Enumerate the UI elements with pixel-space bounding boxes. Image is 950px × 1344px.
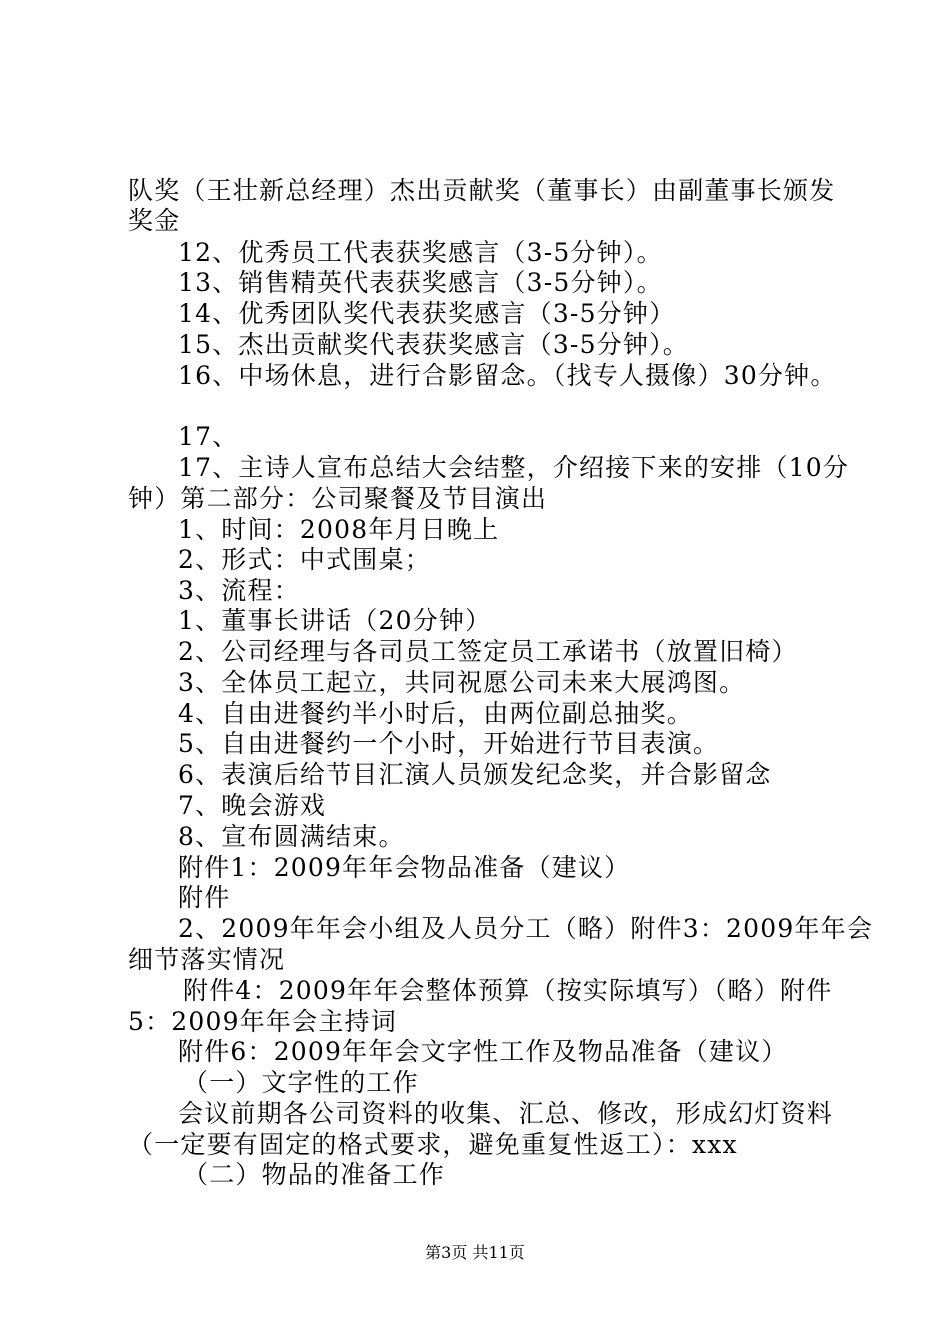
text-line: 5：2009年年会主持词 [128, 1007, 397, 1036]
text-line: 奖金 [128, 206, 181, 235]
text-line: 附件4：2009年年会整体预算（按实际填写）（略）附件 [183, 976, 833, 1005]
text-line: 13、销售精英代表获奖感言（3-5分钟）。 [178, 268, 663, 297]
text-line: 3、流程： [178, 576, 300, 605]
text-line: （一定要有固定的格式要求，避免重复性返工）：xxx [128, 1130, 738, 1159]
text-line: 3、全体员工起立，共同祝愿公司未来大展鸿图。 [178, 668, 746, 697]
text-line: 会议前期各公司资料的收集、汇总、修改，形成幻灯资料 [178, 1099, 834, 1128]
text-line: （一）文字性的工作 [183, 1068, 419, 1097]
text-line: 6、表演后给节目汇演人员颁发纪念奖，并合影留念 [178, 760, 772, 789]
text-line: 2、公司经理与各司员工签定员工承诺书（放置旧椅） [178, 637, 798, 666]
text-line: 7、晚会游戏 [178, 791, 327, 820]
text-line: 17、主诗人宣布总结大会结整，介绍接下来的安排（10分 [178, 453, 850, 482]
text-line: 队奖（王壮新总经理）杰出贡献奖（董事长）由副董事长颁发 [128, 176, 836, 205]
text-line: 5、自由进餐约一个小时，开始进行节目表演。 [178, 729, 720, 758]
text-line: 钟）第二部分：公司聚餐及节目演出 [128, 484, 548, 513]
text-line: 2、2009年年会小组及人员分工（略）附件3：2009年年会 [178, 914, 874, 943]
text-line: 16、中场休息，进行合影留念。（找专人摄像）30分钟。 [178, 361, 837, 390]
text-line: 8、宣布圆满结束。 [178, 822, 405, 851]
page-footer: 第3页 共11页 [425, 1243, 525, 1262]
text-line: 15、杰出贡献奖代表获奖感言（3-5分钟）。 [178, 330, 689, 359]
text-line: 12、优秀员工代表获奖感言（3-5分钟）。 [178, 238, 663, 267]
text-line: 附件 [178, 883, 231, 912]
text-line: 4、自由进餐约半小时后，由两位副总抽奖。 [178, 699, 693, 728]
text-line: 1、时间：2008年月日晚上 [178, 515, 500, 544]
text-line: 1、董事长讲话（20分钟） [178, 606, 492, 635]
text-line: 14、优秀团队奖代表获奖感言（3-5分钟） [178, 299, 676, 328]
text-line: 附件6：2009年年会文字性工作及物品准备（建议） [178, 1037, 788, 1066]
text-line: 细节落实情况 [128, 945, 286, 974]
text-line: 17、 [178, 422, 239, 451]
text-line: （二）物品的准备工作 [183, 1160, 446, 1189]
text-line: 2、形式：中式围桌； [178, 545, 431, 574]
text-line: 附件1：2009年年会物品准备（建议） [178, 853, 631, 882]
